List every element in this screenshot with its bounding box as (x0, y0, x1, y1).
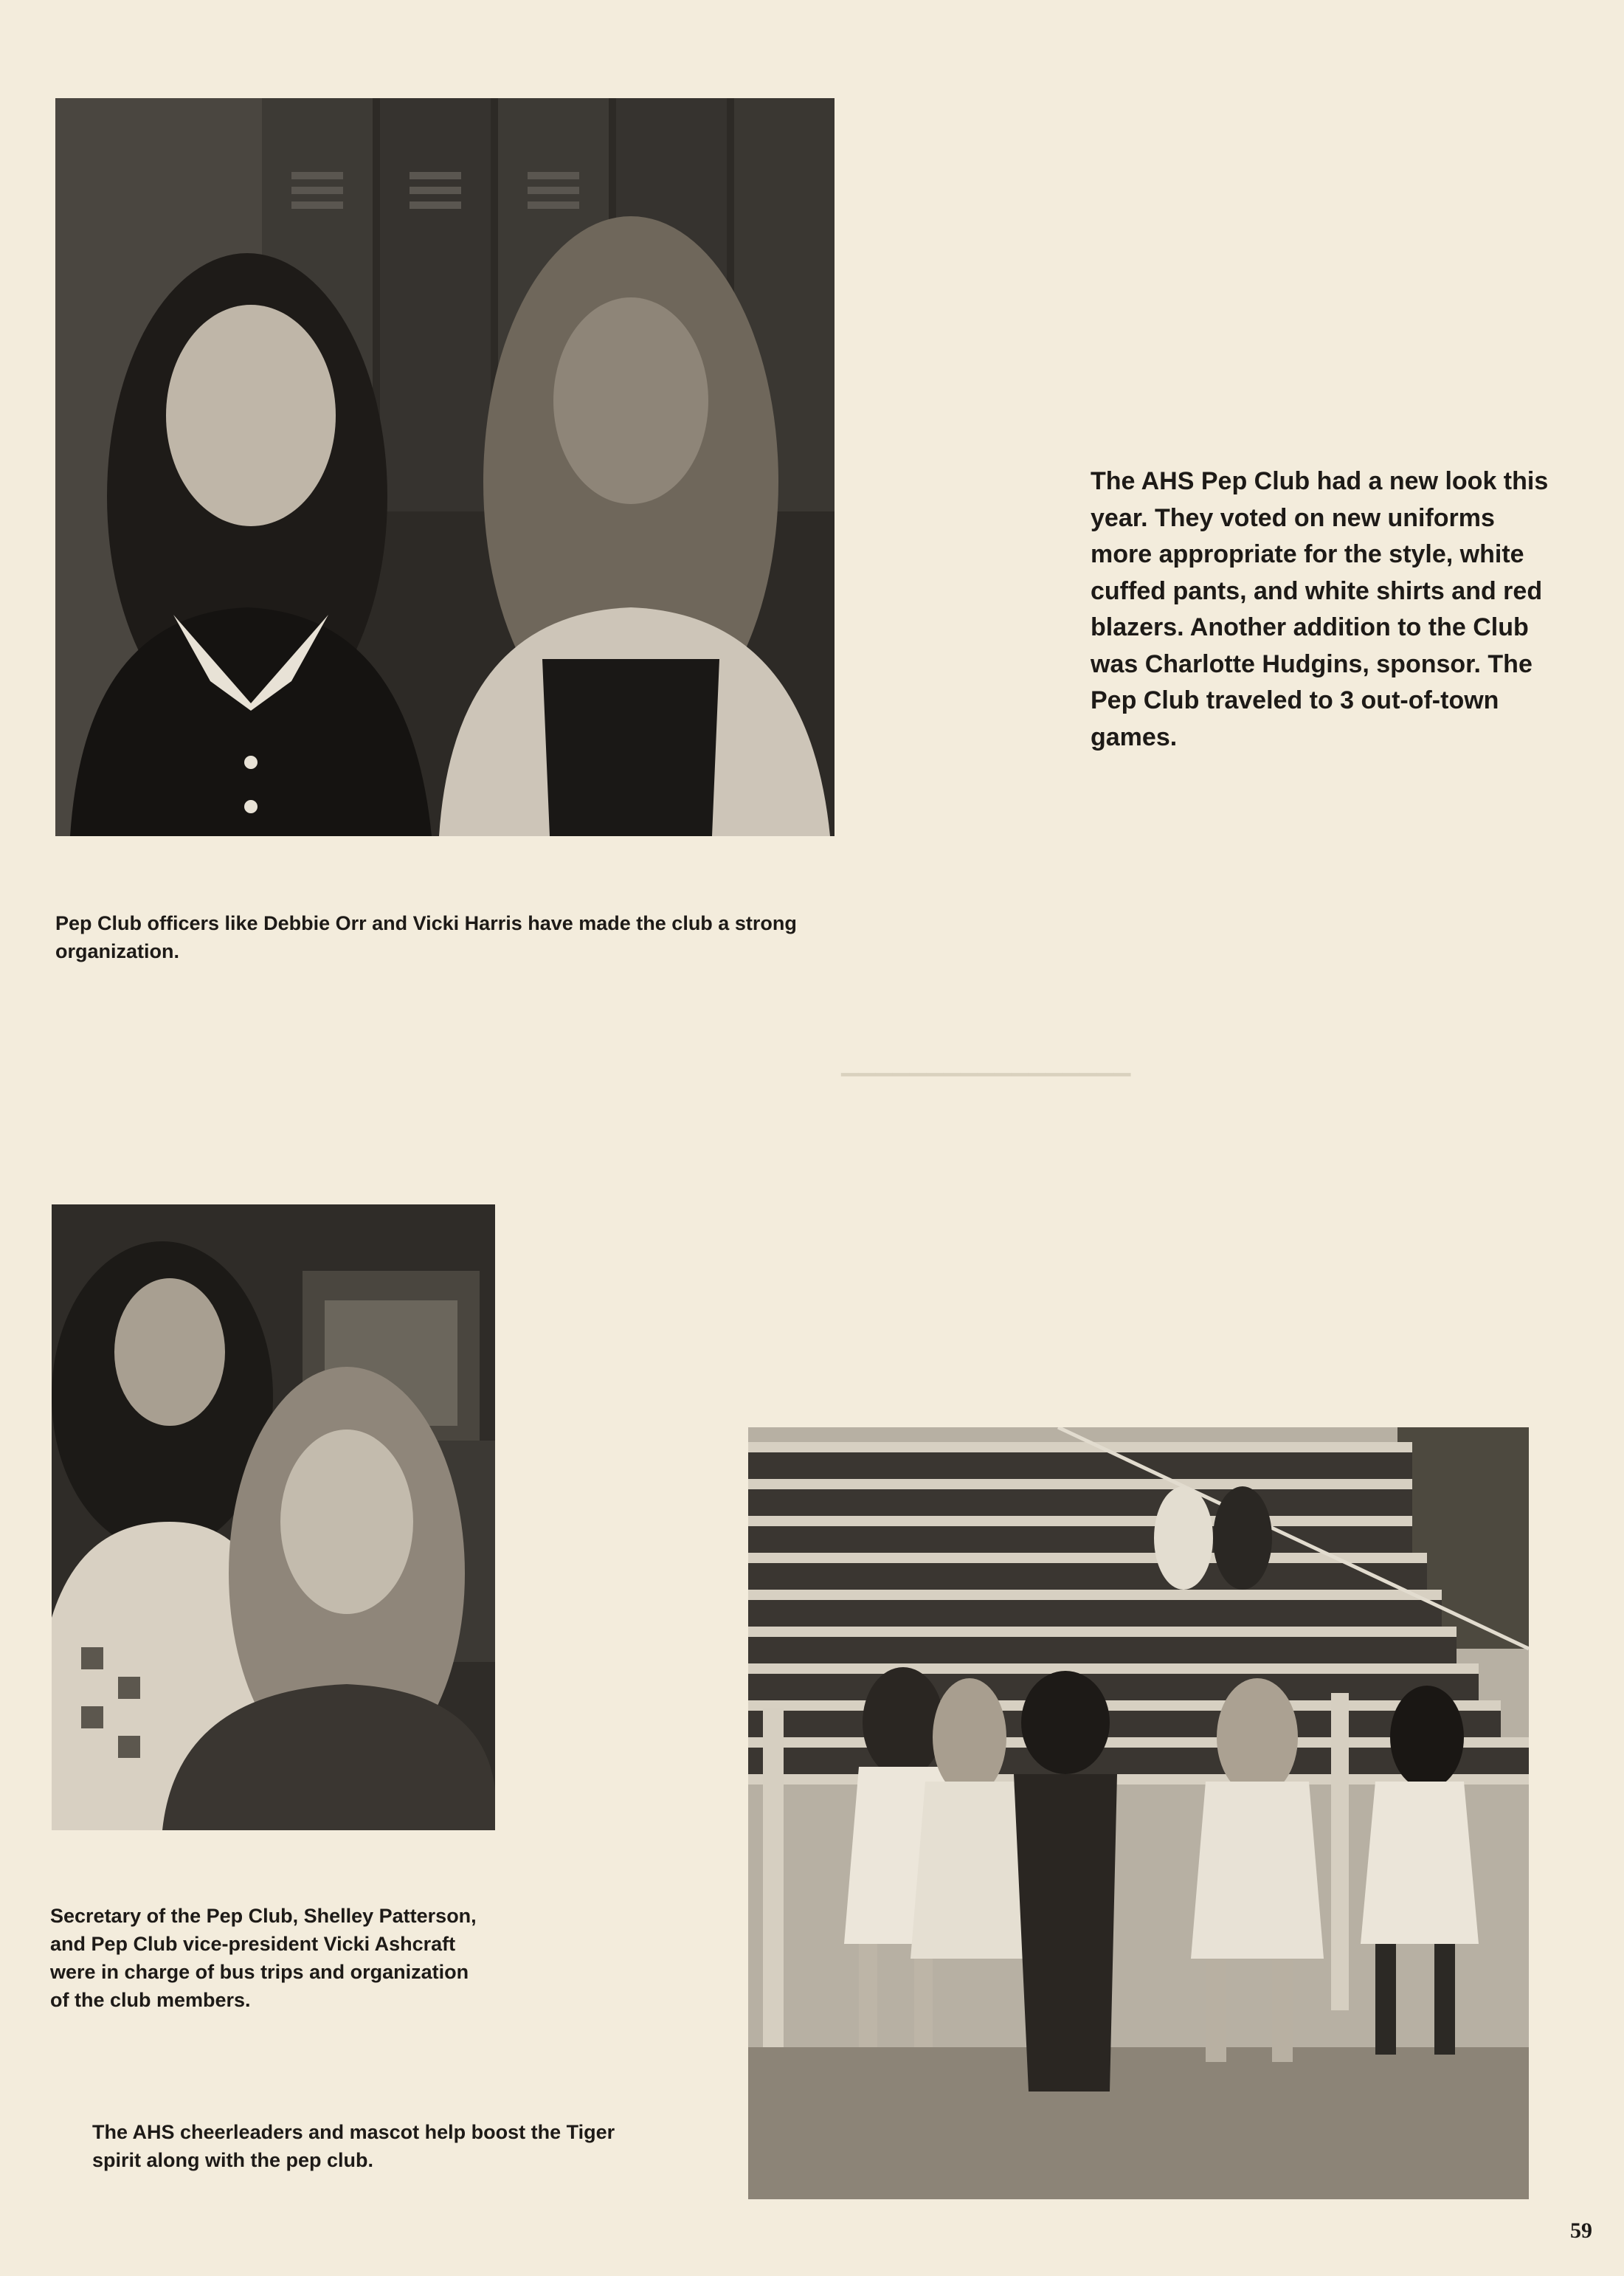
bleed-through: ▁▁▁▁▁▁▁▁▁▁▁▁▁▁▁▁▁ (841, 1052, 1131, 1076)
officers-caption: Pep Club officers like Debbie Orr and Vicki Harris have made the club a strong organization. (55, 912, 797, 962)
cheerleaders-photo (748, 1427, 1529, 2199)
secretary-vp-caption: Secretary of the Pep Club, Shelley Patterson, and Pep Club vice-president Vicki Ashcraft were in charge of bus trips and organization of the club members. (50, 1905, 477, 2011)
secretary-vp-photo (52, 1204, 495, 1830)
cheerleaders-caption: The AHS cheerleaders and mascot help boost the Tiger spirit along with the pep club. (92, 2121, 615, 2171)
officers-photo (55, 98, 835, 836)
page-number: 59 (1570, 2218, 1592, 2243)
article-body: The AHS Pep Club had a new look this year. They voted on new uniforms more appropriate for the style, white cuffed pants, and white shirts and red blazers. Another addition to the Club was Charlotte Hudgins, sponsor. The Pep Club traveled to 3 out-of-town games. (1091, 467, 1549, 751)
